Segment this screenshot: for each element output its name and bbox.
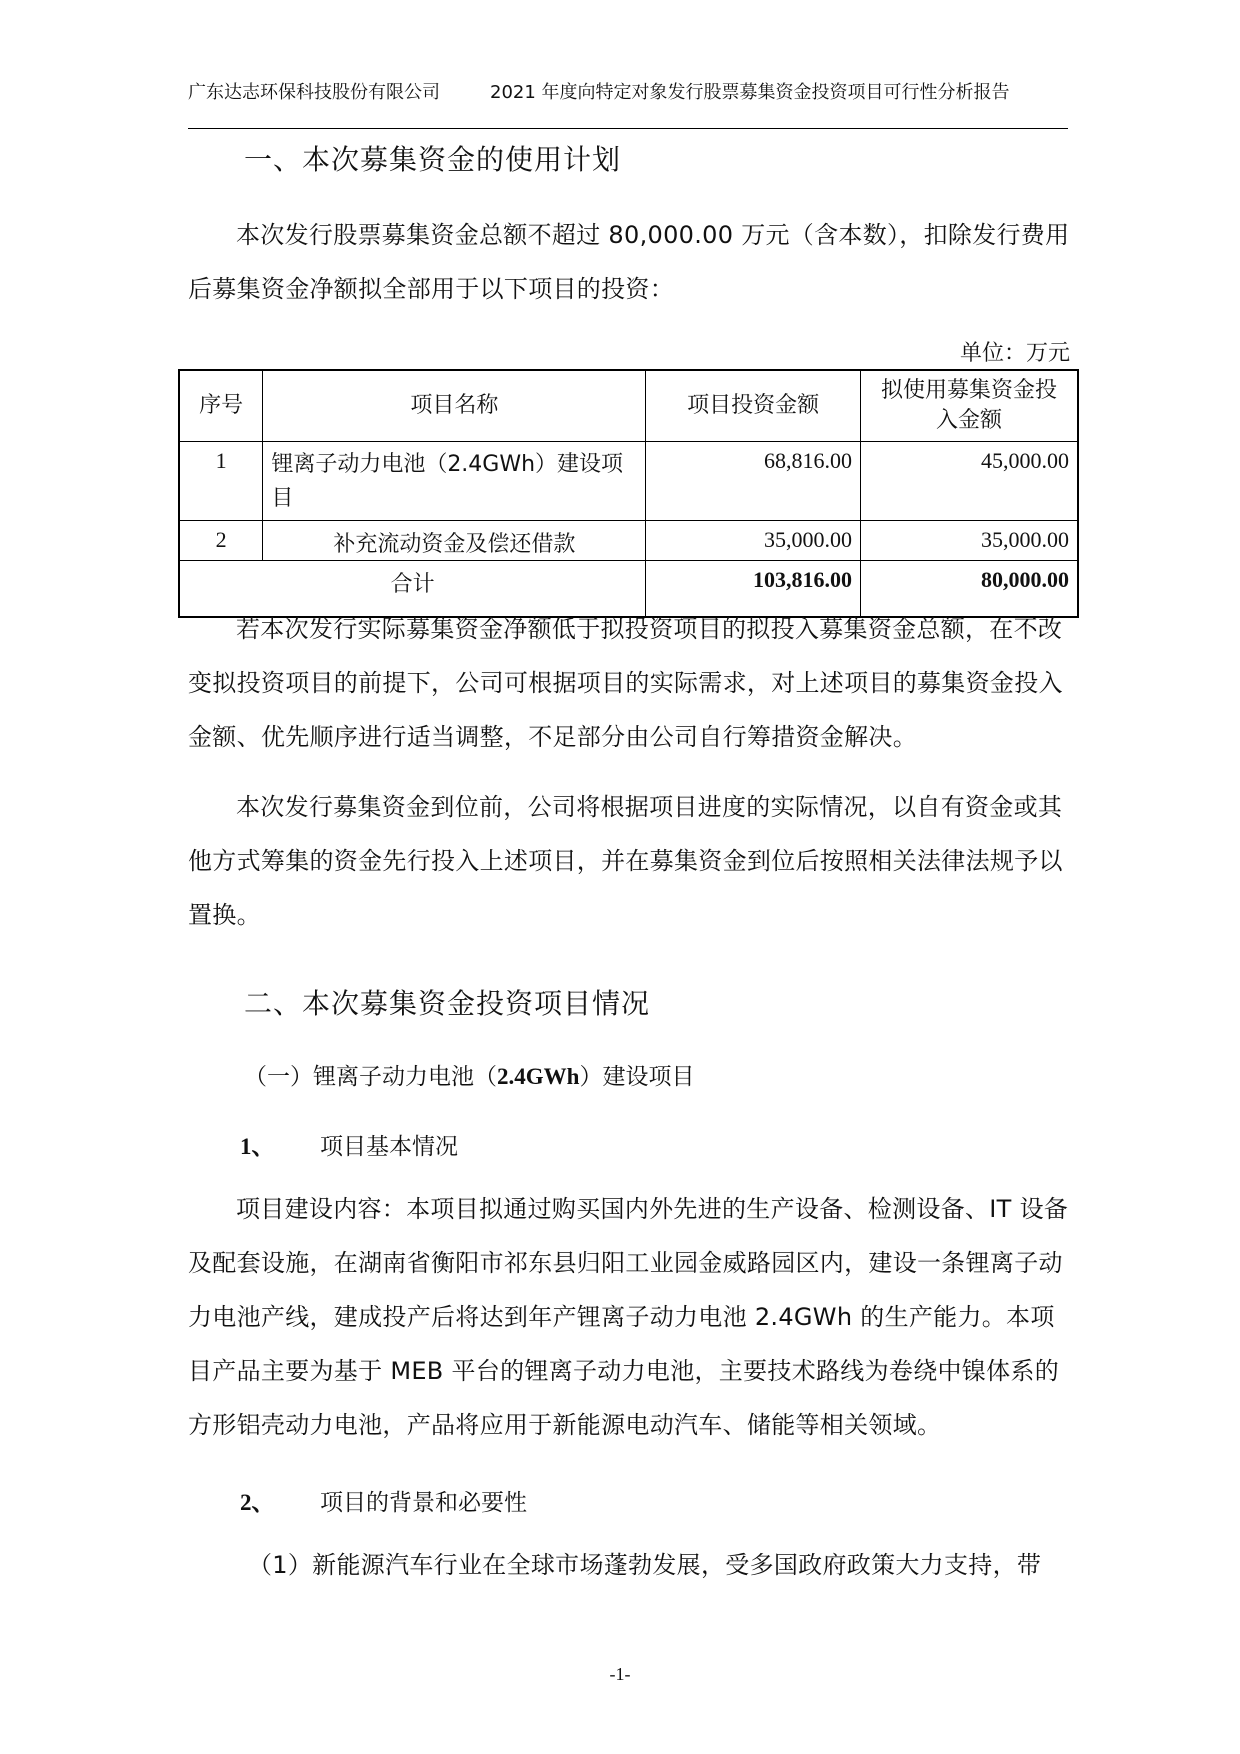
row-investment: 68,816.00 bbox=[646, 442, 861, 521]
row-name: 补充流动资金及偿还借款 bbox=[263, 521, 646, 561]
subsection-1-title bbox=[244, 1058, 694, 1091]
header-company: 广东达志环保科技股份有限公司 bbox=[188, 82, 440, 103]
row-index: 2 bbox=[179, 521, 263, 561]
col-header-name: 项目名称 bbox=[263, 370, 646, 442]
subsection-1-prefix: （一）锂离子动力电池（ bbox=[244, 1064, 497, 1090]
item-1-number: 1、 bbox=[240, 1134, 275, 1159]
paragraph-replacement: 本次发行募集资金到位前，公司将根据项目进度的实际情况，以自有资金或其他方式筹集的资金先行投入上述项目，并在募集资金到位后按照相关法律法规予以置换。 bbox=[188, 793, 1063, 929]
subsection-1-capacity: 2.4GWh bbox=[497, 1064, 580, 1089]
page-header bbox=[188, 74, 1068, 104]
row-raised: 45,000.00 bbox=[860, 442, 1078, 521]
item-2-title: 项目的背景和必要性 bbox=[320, 1490, 527, 1516]
section-1-intro: 本次发行股票募集资金总额不超过 80,000.00 万元（含本数），扣除发行费用后募集资金净额拟全部用于以下项目的投资： bbox=[188, 221, 1070, 303]
item-1-title: 项目基本情况 bbox=[320, 1134, 458, 1160]
row-investment: 35,000.00 bbox=[646, 521, 861, 561]
paragraph-background: （1）新能源汽车行业在全球市场蓬勃发展，受多国政府政策大力支持，带 bbox=[248, 1551, 1042, 1579]
table-row bbox=[179, 442, 1078, 521]
section-2-title: 二、本次募集资金投资项目情况 bbox=[244, 987, 651, 1020]
table-header-row bbox=[179, 370, 1078, 442]
total-raised: 80,000.00 bbox=[860, 561, 1078, 617]
row-raised: 35,000.00 bbox=[860, 521, 1078, 561]
table-unit: 单位：万元 bbox=[959, 341, 1070, 366]
header-divider bbox=[188, 128, 1068, 129]
col-header-index: 序号 bbox=[179, 370, 263, 442]
row-index: 1 bbox=[179, 442, 263, 521]
paragraph-project-content: 项目建设内容：本项目拟通过购买国内外先进的生产设备、检测设备、IT 设备及配套设施，在湖南省衡阳市祁东县归阳工业园金威路园区内，建设一条锂离子动力电池产线，建成投产后将达到年产锂离子动力电池 2.4GWh 的生产能力。本项目产品主要为基于 MEB 平台的锂离子动力电池，主要技术路线为卷绕中镍体系的方形铝壳动力电池，产品将应用于新能源电动汽车、储能等相关领域。 bbox=[188, 1195, 1069, 1439]
total-investment: 103,816.00 bbox=[646, 561, 861, 617]
header-report-title: 2021 年度向特定对象发行股票募集资金投资项目可行性分析报告 bbox=[490, 82, 1010, 103]
col-header-raised: 拟使用募集资金投入金额 bbox=[860, 370, 1078, 442]
paragraph-adjustment: 若本次发行实际募集资金净额低于拟投资项目的拟投入募集资金总额，在不改变拟投资项目的前提下，公司可根据项目的实际需求，对上述项目的募集资金投入金额、优先顺序进行适当调整，不足部分由公司自行筹措资金解决。 bbox=[188, 615, 1063, 751]
page-number: -1- bbox=[609, 1664, 631, 1684]
row-name: 锂离子动力电池（2.4GWh）建设项目 bbox=[263, 442, 646, 521]
item-2-number: 2、 bbox=[240, 1490, 275, 1515]
table-row bbox=[179, 521, 1078, 561]
subsection-1-suffix: ）建设项目 bbox=[579, 1064, 695, 1090]
total-label: 合计 bbox=[179, 561, 646, 617]
section-1-title: 一、本次募集资金的使用计划 bbox=[244, 143, 622, 176]
investment-table bbox=[178, 369, 1079, 618]
item-1-heading bbox=[240, 1128, 458, 1161]
col-header-investment: 项目投资金额 bbox=[646, 370, 861, 442]
item-2-heading bbox=[240, 1484, 527, 1517]
